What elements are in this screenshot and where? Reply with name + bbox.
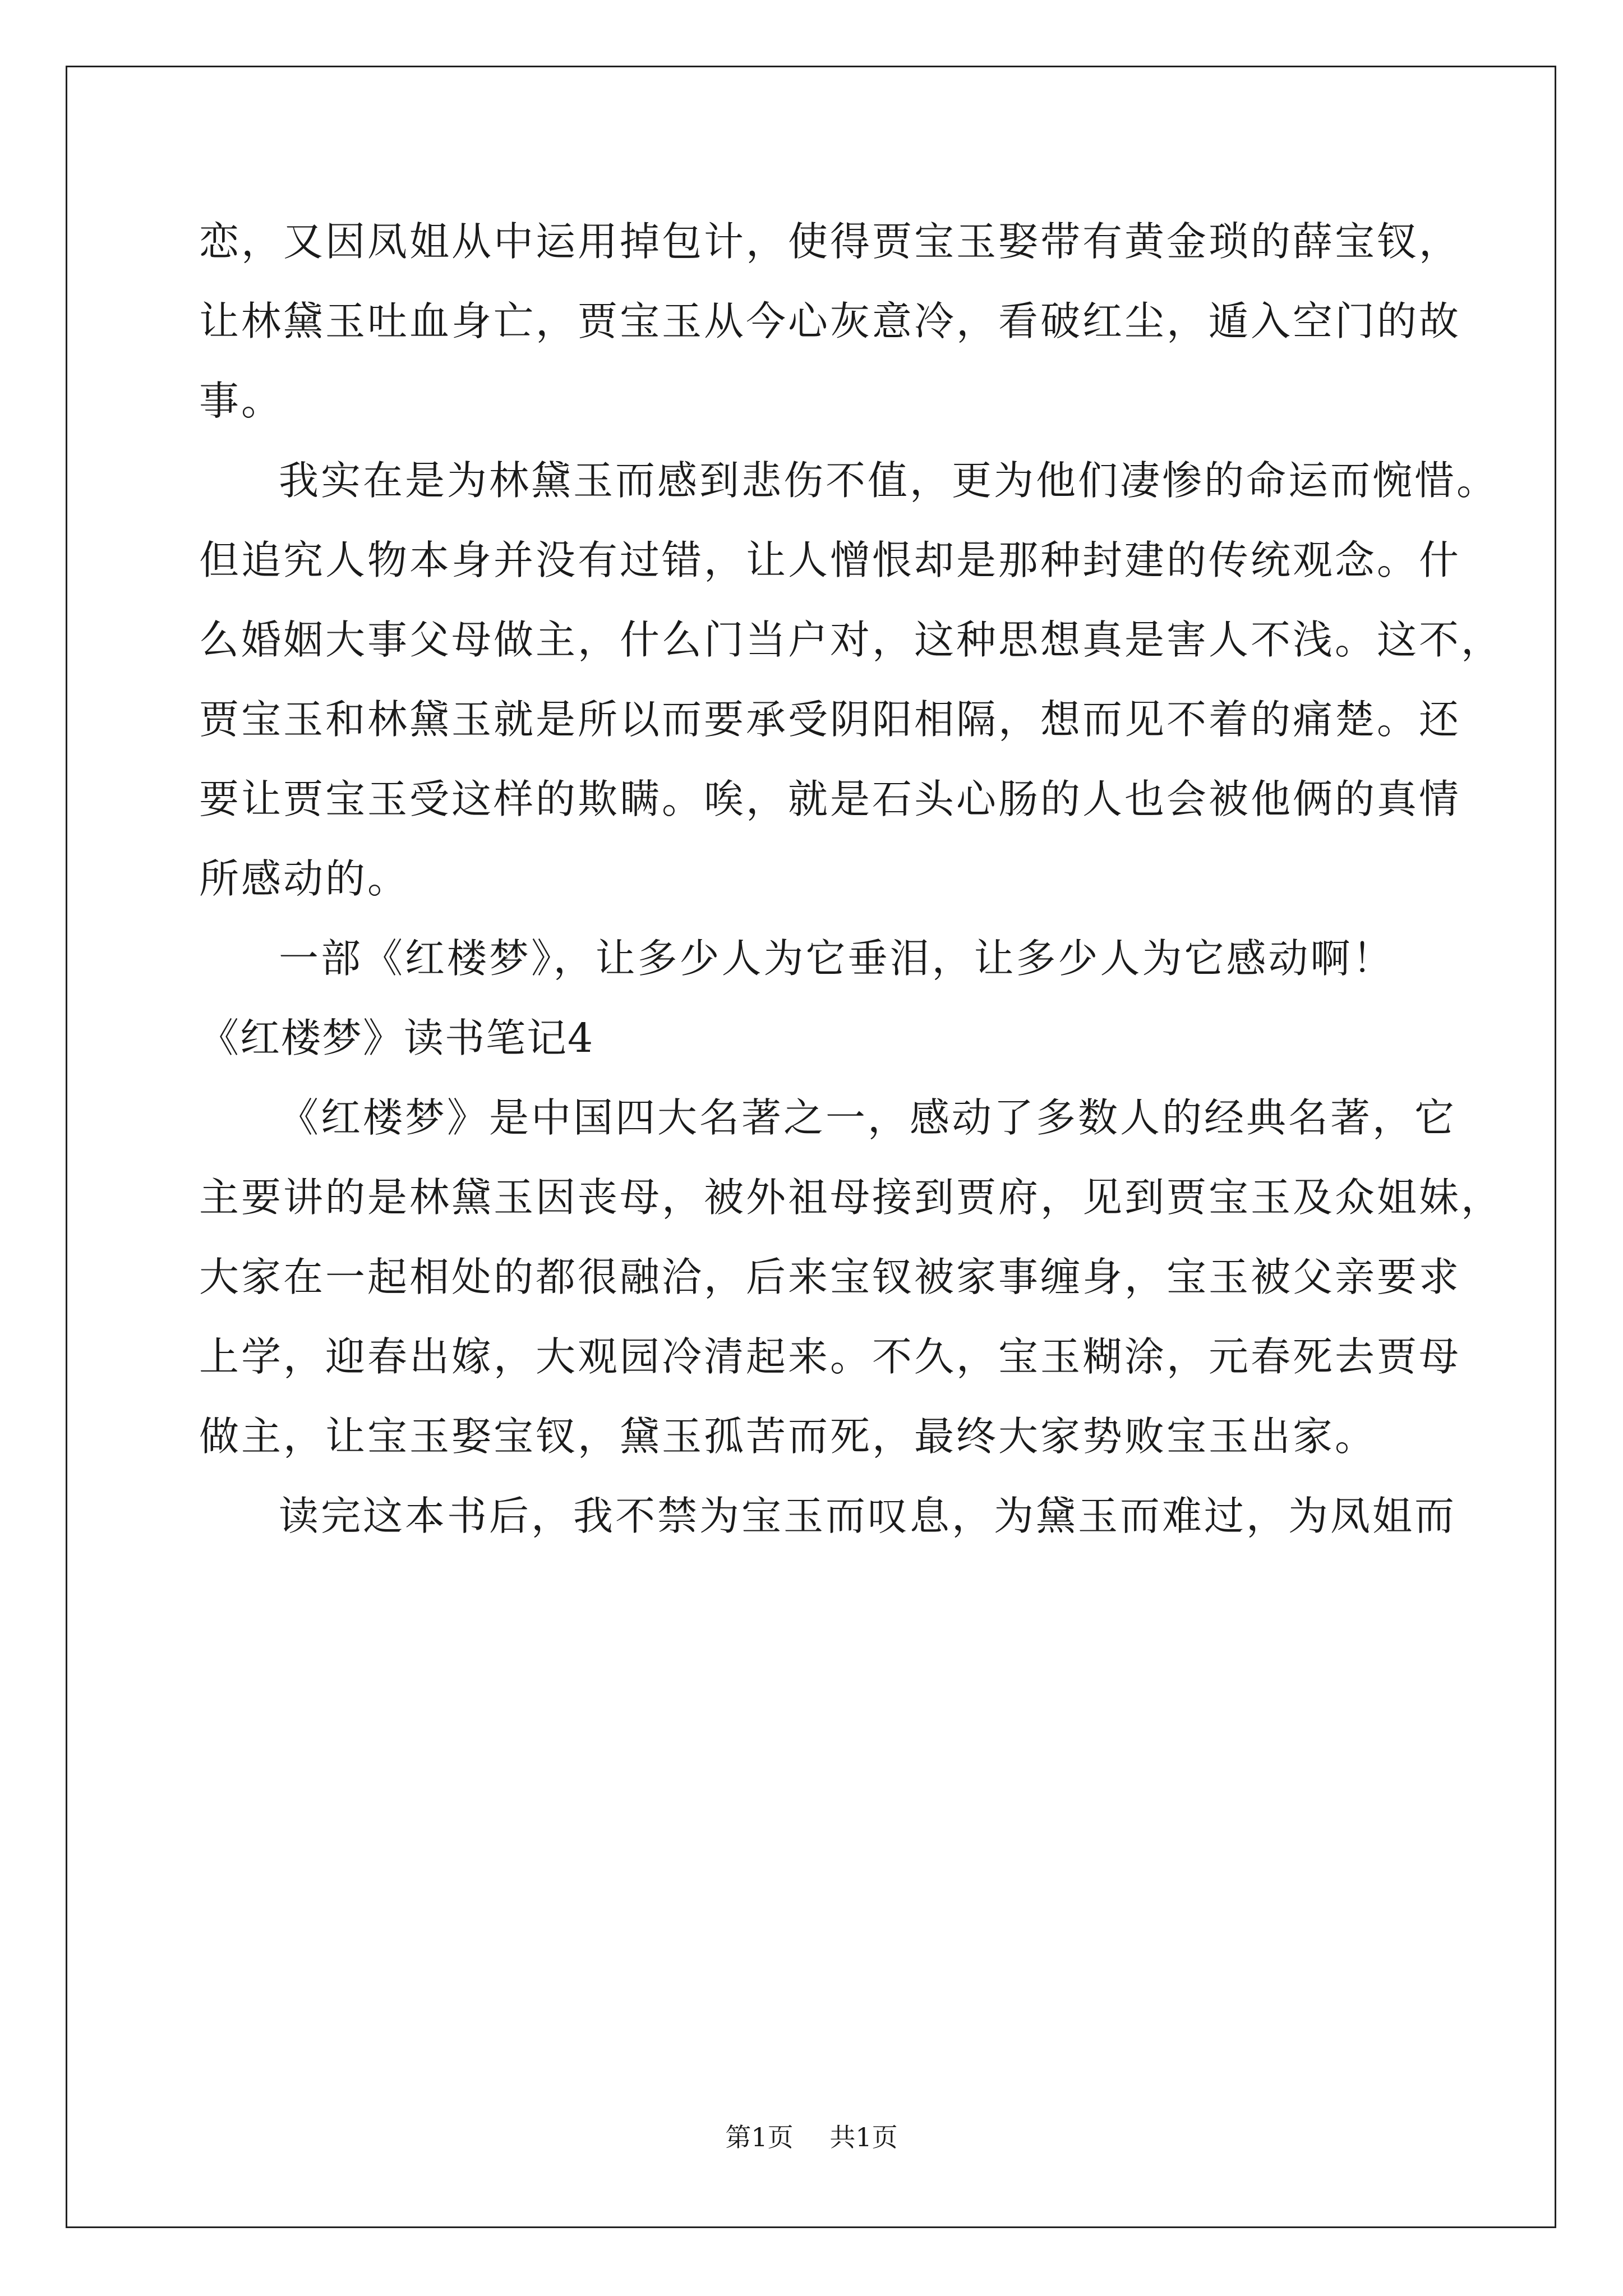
text-line: 所感动的。 (199, 855, 410, 902)
text-line: 么婚姻大事父母做主，什么门当户对，这种思想真是害人不浅。这不， (199, 616, 1504, 663)
page-total: 共1页 (829, 2122, 898, 2152)
text-line: 主要讲的是林黛玉因丧母，被外祖母接到贾府，见到贾宝玉及众姐妹， (199, 1174, 1504, 1221)
text-line: 《红楼梦》是中国四大名著之一，感动了多数人的经典名著，它 (279, 1094, 1457, 1141)
page-footer (0, 2120, 1623, 2154)
section-heading: 《红楼梦》读书笔记4 (199, 1015, 594, 1061)
text-line: 大家在一起相处的都很融洽，后来宝钗被家事缠身，宝玉被父亲要求 (199, 1254, 1461, 1300)
text-line: 要让贾宝玉受这样的欺瞒。唉，就是石头心肠的人也会被他俩的真情 (199, 776, 1461, 822)
text-line: 我实在是为林黛玉而感到悲伤不值，更为他们凄惨的命运而惋惜。 (279, 457, 1499, 504)
text-line: 但追究人物本身并没有过错，让人憎恨却是那种封建的传统观念。什 (199, 537, 1461, 583)
text-line: 上学，迎春出嫁，大观园冷清起来。不久，宝玉糊涂，元春死去贾母 (199, 1333, 1461, 1380)
text-line: 读完这本书后，我不禁为宝玉而叹息，为黛玉而难过，为凤姐而 (279, 1493, 1457, 1539)
text-line: 恋，又因凤姐从中运用掉包计，使得贾宝玉娶带有黄金琐的薛宝钗， (199, 218, 1461, 265)
page-number: 第1页 (725, 2122, 794, 2152)
text-line: 一部《红楼梦》，让多少人为它垂泪，让多少人为它感动啊！ (279, 935, 1395, 982)
text-line: 事。 (199, 378, 284, 424)
text-line: 做主，让宝玉娶宝钗，黛玉孤苦而死，最终大家势败宝玉出家。 (199, 1413, 1377, 1460)
text-line: 让林黛玉吐血身亡，贾宝玉从今心灰意冷，看破红尘，遁入空门的故 (199, 298, 1461, 344)
text-line: 贾宝玉和林黛玉就是所以而要承受阴阳相隔，想而见不着的痛楚。还 (199, 696, 1461, 743)
document-body (199, 202, 1504, 1556)
